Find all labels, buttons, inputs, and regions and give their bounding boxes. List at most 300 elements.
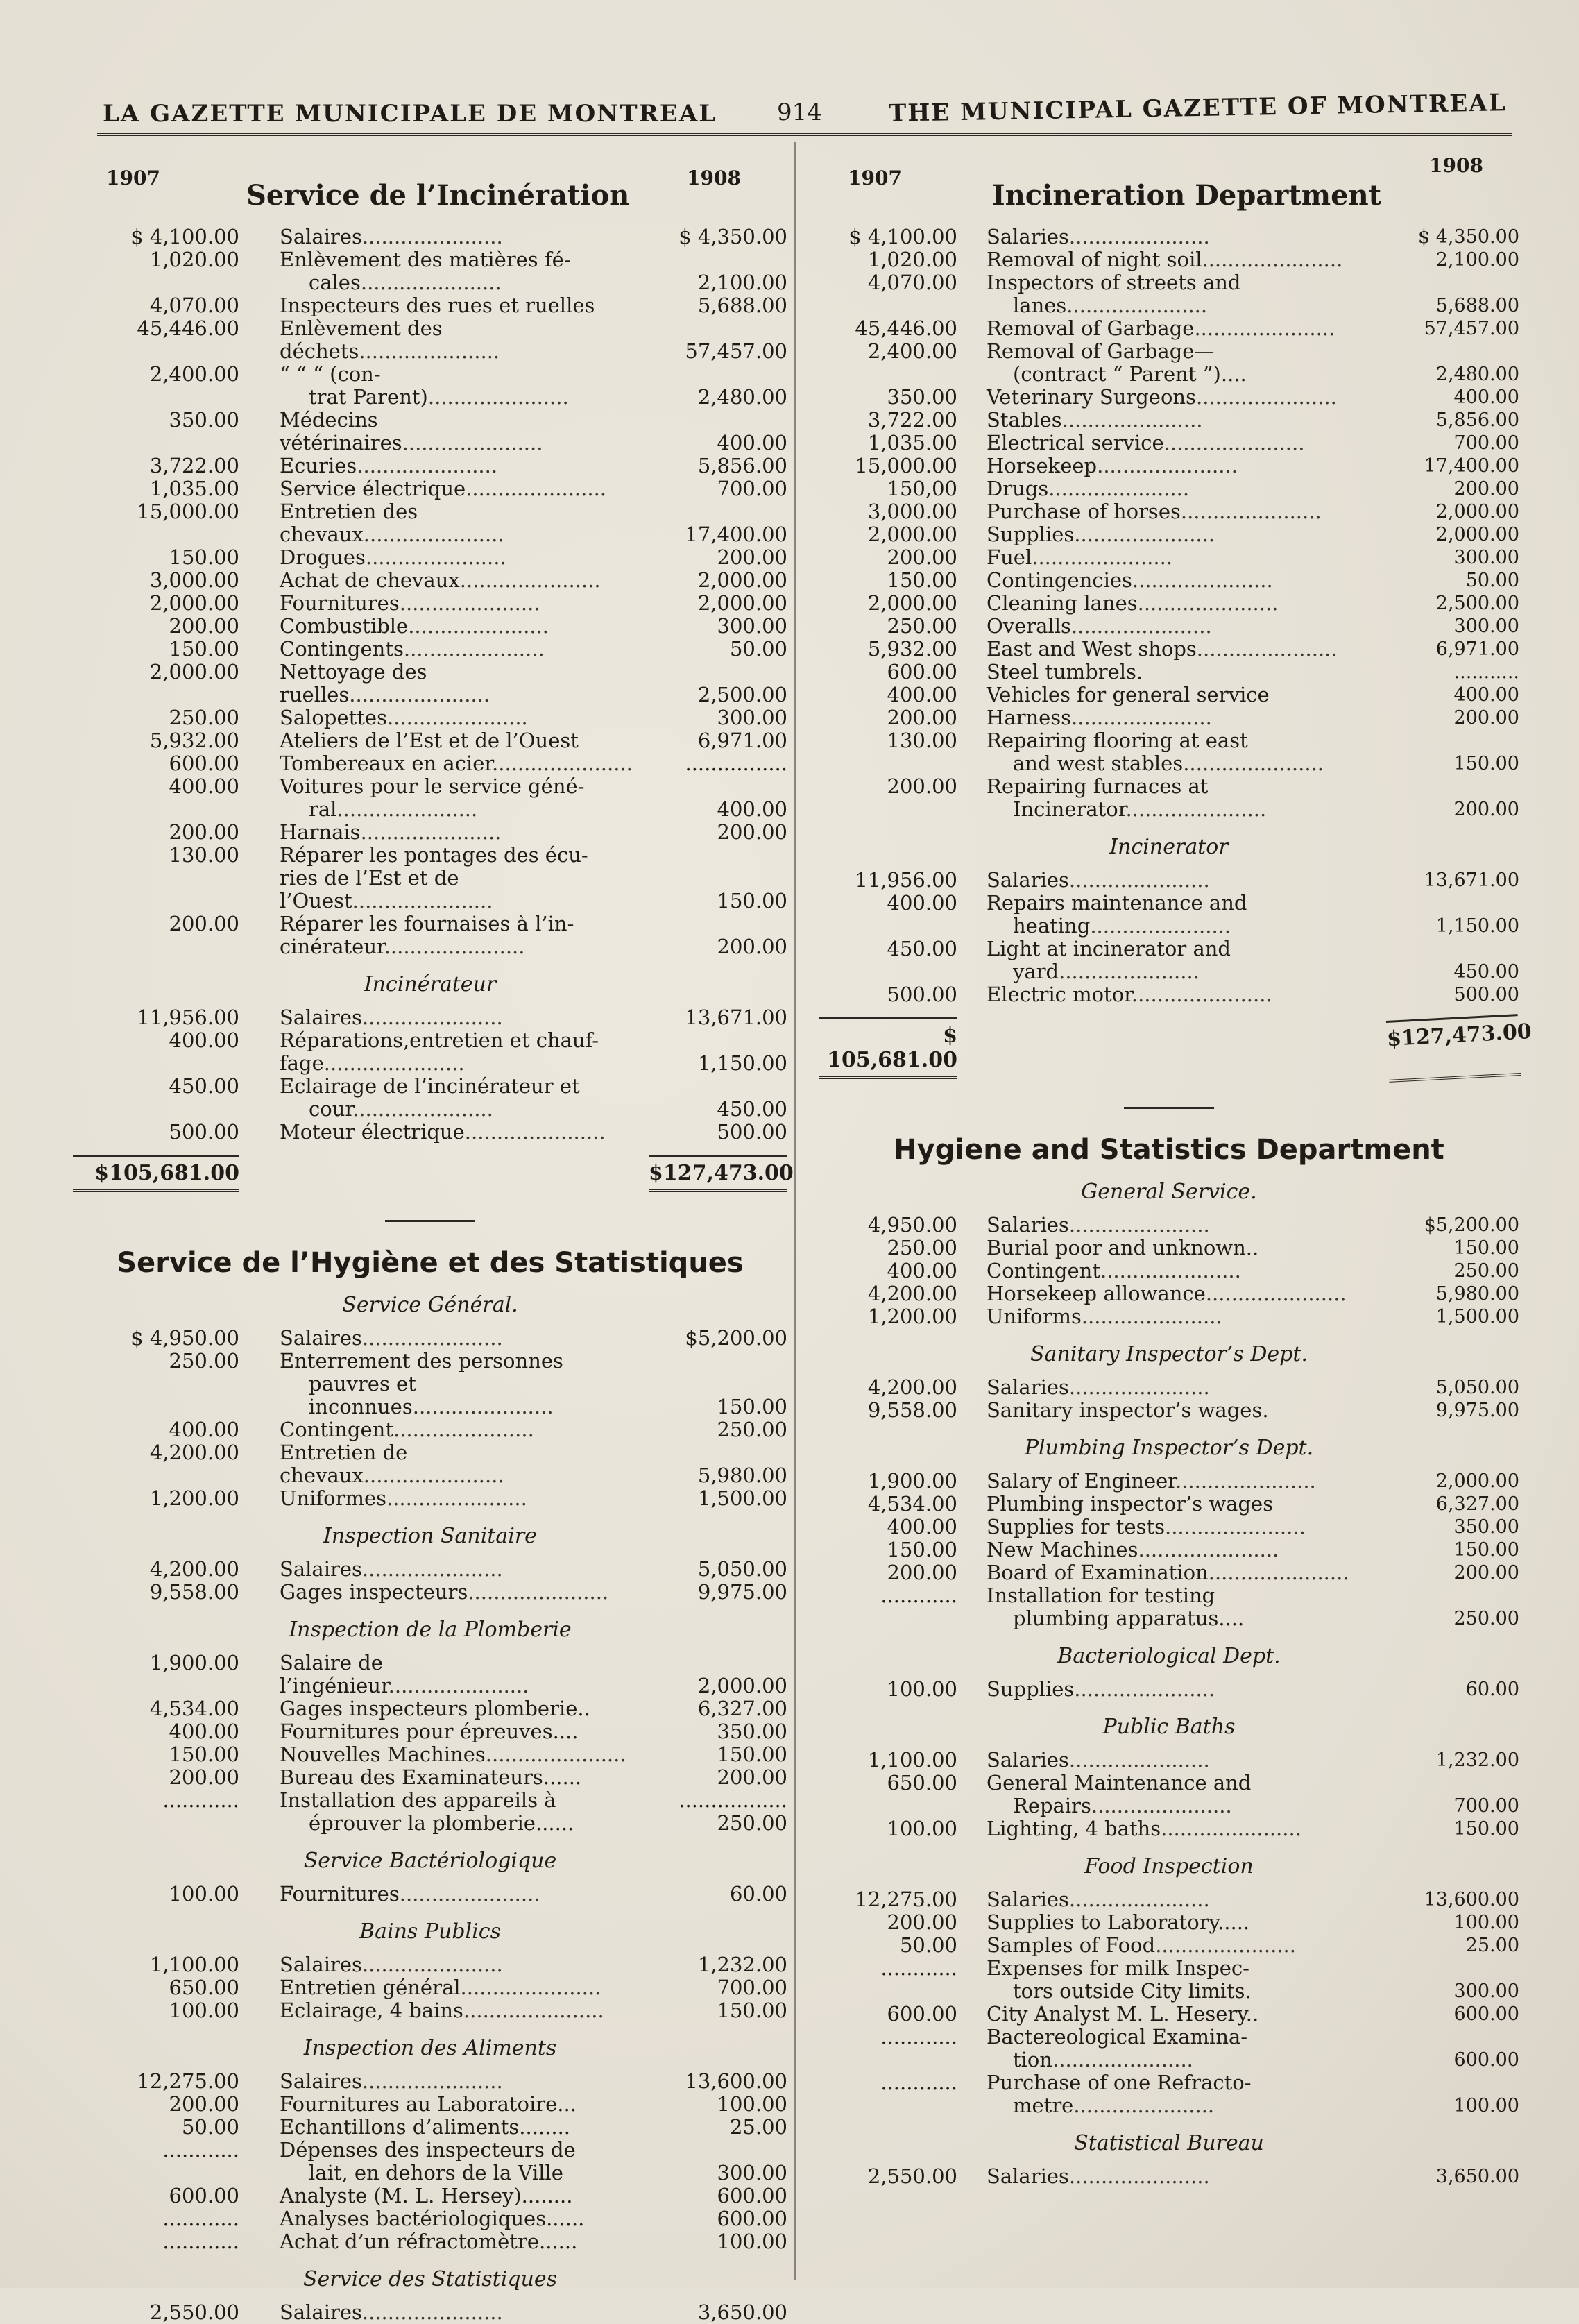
item-label	[957, 500, 1388, 523]
amount-1908: 350.00	[1453, 1516, 1519, 1538]
amount-1907	[73, 798, 239, 821]
budget-row	[819, 1561, 1519, 1584]
amount-1908: $ 4,350.00	[1418, 226, 1519, 248]
budget-row	[819, 752, 1519, 775]
item-label	[239, 1953, 649, 1976]
amount-1907: 9,558.00	[867, 1398, 957, 1422]
item-label	[957, 752, 1388, 775]
leader-dots: ......................	[393, 1418, 534, 1441]
item-label	[957, 661, 1388, 684]
amount-1908: 1,232.00	[697, 1953, 787, 1976]
item-label	[957, 248, 1388, 271]
leader-dots: ......................	[1183, 752, 1324, 775]
leader-dots: ......................	[403, 637, 545, 661]
leader-dots: ......................	[1059, 960, 1200, 983]
budget-row	[73, 455, 787, 477]
item-label	[239, 1029, 649, 1052]
section-subheading: Sanitary Inspector’s Dept.	[1030, 1342, 1308, 1366]
amount-1907: 2,000.00	[149, 591, 239, 615]
leader-dots: ......................	[1068, 1213, 1210, 1237]
budget-row	[819, 1493, 1519, 1516]
amount-1907: 1,900.00	[149, 1651, 239, 1674]
amount-1908: 5,050.00	[697, 1557, 787, 1581]
budget-row	[73, 2207, 787, 2230]
amount-1907: 400.00	[169, 1720, 239, 1743]
amount-1907: 200.00	[887, 545, 957, 569]
item-label	[239, 2139, 649, 2162]
amount-1907: 600.00	[887, 2002, 957, 2026]
amount-1907: 2,000.00	[867, 591, 957, 615]
leader-dots: ......................	[361, 2300, 503, 2324]
item-label	[239, 546, 649, 569]
amount-1907: 45,446.00	[137, 316, 239, 340]
item-label	[957, 1749, 1388, 1772]
leader-dots: ......................	[360, 820, 502, 844]
amount-1908	[649, 2139, 787, 2162]
amount-1908: 9,975.00	[1435, 1400, 1519, 1421]
section-subheading: Inspection Sanitaire	[323, 1524, 537, 1548]
budget-row	[73, 1327, 787, 1350]
budget-row	[73, 1418, 787, 1441]
leader-dots: ......................	[1163, 431, 1305, 455]
leader-dots: ......................	[357, 454, 498, 477]
column-divider	[794, 142, 796, 2280]
item-label-text: (contract “ Parent ”)....	[1013, 362, 1247, 386]
amount-1907: 3,000.00	[149, 568, 239, 592]
item-label-text: Purchase of one Refracto-	[987, 2071, 1252, 2094]
leader-dots: ......................	[1066, 294, 1208, 317]
amount-1907: 250.00	[169, 1349, 239, 1373]
item-label-text: Salaries	[987, 1888, 1069, 1911]
amount-1907: 150,00	[887, 477, 957, 500]
amount-1908: 100.00	[717, 2230, 787, 2253]
amount-1908: 150.00	[1453, 753, 1519, 774]
leader-dots: ......................	[464, 1120, 606, 1144]
budget-row	[73, 1098, 787, 1121]
amount-1907: 400.00	[169, 1028, 239, 1052]
budget-row	[819, 1516, 1519, 1538]
budget-row	[73, 1720, 787, 1743]
leader-dots: ......................	[1068, 2164, 1210, 2188]
amount-1907: ............	[162, 2138, 239, 2162]
amount-1907: 4,534.00	[149, 1697, 239, 1720]
amount-1907: 4,200.00	[149, 1441, 239, 1464]
item-label-text: Réparer les pontages des écu-	[280, 843, 588, 867]
item-label-text: Salaires	[280, 1953, 362, 1976]
item-label-text: Enterrement des personnes	[280, 1349, 563, 1373]
item-label	[957, 775, 1388, 798]
budget-row	[73, 477, 787, 500]
item-label	[239, 1373, 649, 1418]
leader-dots: ......................	[363, 1464, 504, 1487]
item-label-text: Expenses for milk Inspec-	[987, 1956, 1249, 1980]
amount-1907: 200.00	[169, 912, 239, 935]
item-label	[239, 775, 649, 798]
leader-dots: ......................	[399, 591, 540, 615]
item-label	[239, 661, 649, 706]
item-label	[957, 1607, 1388, 1630]
amount-1908: 13,600.00	[685, 2069, 787, 2093]
budget-row	[819, 1607, 1519, 1630]
item-label	[957, 2165, 1388, 2188]
leader-dots: ......................	[361, 2069, 503, 2093]
incinerator-subheading: Incinérateur	[364, 972, 497, 996]
item-label-text: Entretien général	[280, 1976, 461, 1999]
section-separator	[1124, 1107, 1214, 1109]
amount-1908: 50.00	[1465, 570, 1519, 591]
leader-dots: ......................	[1196, 637, 1338, 661]
amount-1907: 4,070.00	[867, 271, 957, 294]
budget-row	[73, 1487, 787, 1510]
year-1907-label: 1907	[848, 167, 902, 189]
budget-row	[73, 317, 787, 363]
leader-dots: ......................	[492, 752, 633, 775]
budget-row	[819, 775, 1519, 798]
amount-1908: 700.00	[717, 477, 787, 500]
budget-row	[819, 1888, 1519, 1911]
item-label-text: Salaires	[280, 1557, 362, 1581]
item-label	[239, 2093, 649, 2116]
amount-1908: 300.00	[717, 706, 787, 729]
amount-1907: ............	[880, 1584, 957, 1607]
amount-1908: 2,500.00	[697, 683, 787, 706]
budget-row	[73, 1373, 787, 1418]
amount-1907	[819, 363, 957, 386]
item-label-text: Salaries	[987, 1213, 1069, 1237]
item-label	[239, 1006, 649, 1029]
item-label-text: Removal of night soil	[987, 248, 1202, 271]
amount-1907	[819, 915, 957, 938]
budget-row	[819, 500, 1519, 523]
amount-1908: 3,650.00	[697, 2300, 787, 2324]
item-label	[239, 2230, 649, 2253]
budget-row	[73, 1697, 787, 1720]
item-label-text: Combustible	[280, 614, 409, 638]
item-label	[957, 386, 1388, 409]
item-label-text: lanes	[1013, 294, 1067, 317]
budget-row	[73, 1999, 787, 2022]
item-label	[957, 317, 1388, 340]
amount-1907: 1,035.00	[149, 477, 239, 500]
item-label	[957, 523, 1388, 546]
item-label-text: yard	[1013, 960, 1059, 983]
item-label-text: Repairs maintenance and	[987, 891, 1247, 915]
item-label-text: City Analyst M. L. Hesery..	[987, 2002, 1259, 2026]
item-label	[239, 1812, 649, 1835]
amount-1907: 400.00	[887, 1515, 957, 1538]
leader-dots: ......................	[384, 935, 525, 958]
item-label-text: Overalls	[987, 614, 1071, 638]
item-label-text: Analyste (M. L. Hersey)........	[280, 2184, 573, 2207]
item-label	[957, 1399, 1388, 1422]
amount-1907: 150.00	[169, 545, 239, 569]
budget-row	[819, 798, 1519, 821]
budget-row	[819, 2094, 1519, 2117]
item-label	[239, 2162, 649, 2185]
amount-1908: 300.00	[717, 2161, 787, 2185]
item-label-text: éprouver la plomberie......	[309, 1811, 574, 1835]
item-label-text: Moteur électrique	[280, 1120, 465, 1144]
amount-1907: $ 4,100.00	[130, 225, 239, 248]
leader-dots: ......................	[1052, 2048, 1193, 2071]
item-label	[239, 386, 649, 409]
amount-1908	[649, 913, 787, 935]
amount-1907	[73, 1098, 239, 1121]
leader-dots: ......................	[1195, 385, 1337, 409]
budget-row	[819, 317, 1519, 340]
section-subheading: General Service.	[1081, 1180, 1257, 1204]
item-label-text: pauvres et inconnues	[309, 1372, 416, 1418]
item-label-text: Echantillons d’aliments........	[280, 2115, 571, 2139]
amount-1907: 12,275.00	[855, 1888, 957, 1911]
budget-row	[819, 960, 1519, 983]
item-label	[239, 2301, 649, 2324]
budget-row	[819, 1772, 1519, 1795]
amount-1908: 600.00	[717, 2207, 787, 2230]
year-1907-label: 1907	[106, 167, 160, 189]
item-label-text: Installation for testing	[987, 1584, 1215, 1607]
item-label-text: Cleaning lanes	[987, 591, 1138, 615]
budget-row	[819, 386, 1519, 409]
item-label-text: Plumbing inspector’s wages	[987, 1492, 1274, 1516]
item-label-text: Bureau des Examinateurs......	[280, 1765, 582, 1789]
item-label-text: Contingents	[280, 637, 404, 661]
item-label	[957, 638, 1388, 661]
amount-1907: 400.00	[887, 683, 957, 706]
amount-1907: 4,200.00	[149, 1557, 239, 1581]
amount-1908: .................	[678, 1788, 787, 1812]
amount-1907: 500.00	[887, 983, 957, 1006]
item-label-text: ries de l’Est et de l’Ouest	[280, 866, 459, 913]
budget-row	[73, 1558, 787, 1581]
amount-1908: 300.00	[1453, 1981, 1519, 2002]
budget-row	[73, 2230, 787, 2253]
header-title-french: LA GAZETTE MUNICIPALE DE MONTREAL	[103, 100, 717, 128]
item-label	[957, 938, 1388, 960]
budget-row	[73, 569, 787, 592]
budget-row	[73, 2093, 787, 2116]
amount-1908	[1388, 892, 1519, 915]
amount-1907: 50.00	[181, 2115, 239, 2139]
amount-1908: 57,457.00	[685, 339, 787, 363]
item-label-text: East and West shops	[987, 637, 1197, 661]
budget-row	[819, 432, 1519, 455]
item-label-text: Steel tumbrels.	[987, 660, 1143, 684]
budget-row	[73, 592, 787, 615]
budget-row	[819, 2071, 1519, 2094]
budget-row	[819, 477, 1519, 500]
budget-row	[73, 1743, 787, 1766]
section-subheading: Service Général.	[342, 1293, 518, 1317]
item-label-text: Samples of Food	[987, 1933, 1156, 1957]
leader-dots: ......................	[388, 1674, 529, 1697]
item-label	[957, 798, 1388, 821]
amount-1908: 100.00	[1453, 1912, 1519, 1933]
amount-1908: 25.00	[729, 2115, 787, 2139]
amount-1907: 130.00	[887, 729, 957, 752]
item-label-text: lait, en dehors de la Ville	[309, 2161, 563, 2185]
leader-dots: ......................	[1061, 408, 1203, 432]
item-label-text: Salaries	[987, 1748, 1069, 1772]
item-label	[957, 1584, 1388, 1607]
item-label-text: Réparations,entretien et chauf-	[280, 1028, 599, 1052]
item-label-text: tors outside City limits.	[1013, 1979, 1252, 2003]
budget-row	[73, 661, 787, 706]
budget-row	[73, 752, 787, 775]
item-label	[239, 1441, 649, 1487]
budget-row	[73, 386, 787, 409]
item-label-text: Eclairage de l’incinérateur et	[280, 1074, 580, 1098]
item-label	[239, 592, 649, 615]
budget-row	[73, 867, 787, 913]
budget-row	[819, 1282, 1519, 1305]
amount-1908: 60.00	[1465, 1679, 1519, 1700]
item-label	[239, 271, 649, 294]
amount-1907	[819, 2049, 957, 2071]
page-header	[97, 89, 1512, 136]
leader-dots: ......................	[1125, 797, 1267, 821]
amount-1908: 200.00	[1453, 1562, 1519, 1584]
item-label	[957, 294, 1388, 317]
budget-row	[819, 706, 1519, 729]
item-label-text: Salaries	[987, 225, 1069, 248]
item-label-text: Supplies	[987, 523, 1075, 546]
item-label-text: Repairs	[1013, 1794, 1091, 1817]
amount-1907: 4,534.00	[867, 1492, 957, 1516]
budget-row	[73, 2185, 787, 2207]
amount-1908: ...........	[1453, 661, 1519, 683]
leader-dots: ......................	[1071, 706, 1212, 729]
item-label	[239, 1098, 649, 1121]
leader-dots: ......................	[466, 477, 607, 500]
item-label-text: ral	[309, 797, 337, 821]
item-label-text: Contingent	[987, 1259, 1100, 1282]
item-label	[957, 983, 1388, 1006]
amount-1907	[73, 935, 239, 958]
budget-row	[819, 1678, 1519, 1701]
item-label-text: Electrical service	[987, 431, 1164, 455]
amount-1908: 2,000.00	[697, 1674, 787, 1697]
item-label	[239, 1652, 649, 1697]
item-label	[957, 2003, 1388, 2026]
budget-row	[819, 340, 1519, 363]
leader-dots: ......................	[1068, 1888, 1210, 1911]
amount-1907: 250.00	[169, 706, 239, 729]
item-label	[239, 500, 649, 546]
amount-1908: 1,150.00	[697, 1051, 787, 1075]
amount-1907: 2,000.00	[867, 523, 957, 546]
amount-1907: 350.00	[887, 385, 957, 409]
item-label-text: Ateliers de l’Est et de l’Ouest	[280, 729, 579, 752]
leader-dots: ......................	[1073, 2094, 1215, 2117]
leader-dots: ......................	[1074, 523, 1215, 546]
amount-1908: 50.00	[729, 637, 787, 661]
item-label	[239, 798, 649, 821]
year-1908-label: 1908	[1429, 154, 1483, 177]
budget-row	[73, 1029, 787, 1052]
item-label-text: Contingent	[280, 1418, 393, 1441]
amount-1907: $ 4,950.00	[130, 1326, 239, 1350]
amount-1908: 600.00	[1453, 2003, 1519, 2025]
amount-1907: ............	[880, 1956, 957, 1980]
leader-dots: ......................	[427, 385, 569, 409]
leader-dots: ......................	[336, 797, 478, 821]
amount-1908: 13,671.00	[1424, 870, 1519, 891]
leader-dots: ......................	[359, 339, 500, 363]
page-number: 914	[777, 99, 822, 126]
amount-1908: 150.00	[717, 889, 787, 913]
item-label	[957, 1817, 1388, 1840]
year-header	[73, 167, 787, 194]
amount-1908	[649, 1029, 787, 1052]
amount-1907: 3,722.00	[149, 454, 239, 477]
amount-1907: 1,200.00	[867, 1305, 957, 1328]
budget-row	[73, 1883, 787, 1906]
item-label-text: Salaire de l’ingénieur	[280, 1651, 389, 1697]
amount-1908: 2,100.00	[1435, 249, 1519, 271]
item-label	[239, 363, 649, 386]
item-label-text: fage	[280, 1051, 324, 1075]
amount-1907	[73, 1373, 239, 1418]
item-label	[957, 1957, 1388, 1980]
budget-row	[819, 569, 1519, 592]
item-label	[239, 1075, 649, 1098]
item-label	[239, 226, 649, 248]
budget-row	[73, 729, 787, 752]
amount-1908	[649, 775, 787, 798]
amount-1908: 1,150.00	[1435, 915, 1519, 937]
amount-1907: 400.00	[169, 774, 239, 798]
section-subheading: Inspection des Aliments	[303, 2036, 557, 2060]
item-label	[957, 1470, 1388, 1493]
budget-row	[819, 1980, 1519, 2003]
item-label-text: Médecins vétérinaires	[280, 408, 402, 455]
item-label	[957, 1237, 1388, 1259]
leader-dots: ......................	[349, 683, 490, 706]
amount-1907: 250.00	[887, 614, 957, 638]
amount-1907: 130.00	[169, 843, 239, 867]
amount-1908	[649, 248, 787, 271]
amount-1908: 5,856.00	[1435, 409, 1519, 431]
item-label	[957, 1911, 1388, 1934]
leader-dots: ......................	[1074, 1677, 1215, 1701]
budget-row	[819, 271, 1519, 294]
item-label	[239, 1487, 649, 1510]
amount-1907: 3,000.00	[867, 500, 957, 523]
item-label	[239, 638, 649, 661]
amount-1908: $5,200.00	[1424, 1214, 1519, 1236]
incinerator-subheading: Incinerator	[1109, 835, 1229, 859]
item-label	[239, 569, 649, 592]
item-label	[239, 294, 649, 317]
amount-1907: 15,000.00	[137, 500, 239, 523]
amount-1907: 100.00	[169, 1882, 239, 1906]
item-label	[957, 1516, 1388, 1538]
item-label	[239, 1121, 649, 1144]
item-label-text: Inspectors of streets and	[987, 271, 1241, 294]
amount-1907	[73, 2162, 239, 2185]
item-label	[957, 1376, 1388, 1399]
leader-dots: ......................	[363, 523, 504, 546]
amount-1907: ............	[880, 2025, 957, 2049]
leader-dots: ......................	[361, 225, 503, 248]
section-subheading: Bacteriological Dept.	[1057, 1644, 1281, 1668]
item-label	[957, 1214, 1388, 1237]
amount-1907: 50.00	[899, 1933, 957, 1957]
item-label-text: Supplies for tests	[987, 1515, 1165, 1538]
amount-1907: 1,200.00	[149, 1486, 239, 1510]
item-label	[957, 546, 1388, 569]
